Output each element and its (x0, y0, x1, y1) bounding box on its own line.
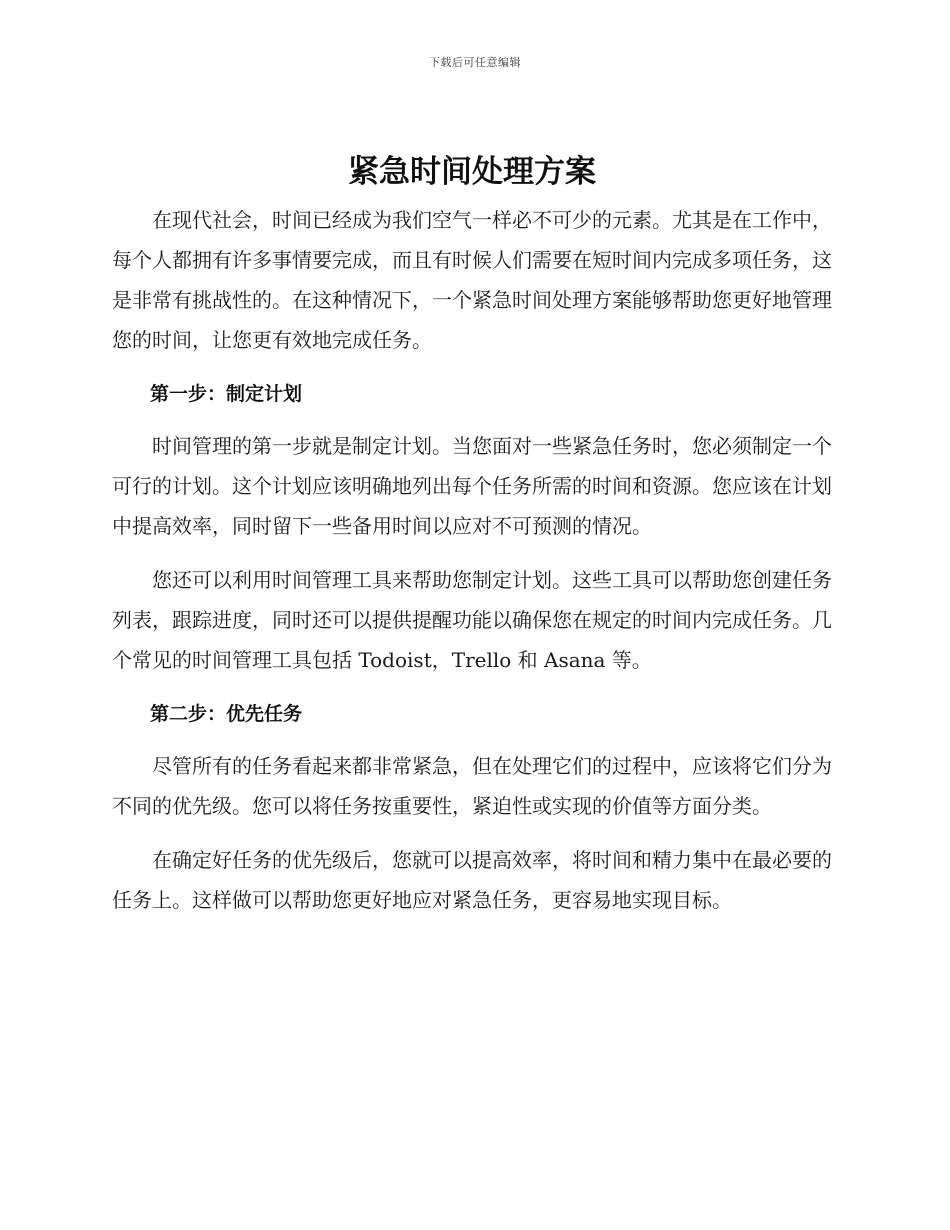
header-note: 下载后可任意编辑 (429, 56, 521, 69)
intro-paragraph: 在现代社会，时间已经成为我们空气一样必不可少的元素。尤其是在工作中，每个人都拥有许多事情要完成，而且有时候人们需要在短时间内完成多项任务，这是非常有挑战性的。在这种情况下，一个紧急时间处理方案能够帮助您更好地管理您的时间，让您更有效地完成任务。 (112, 208, 832, 352)
document-title: 紧急时间处理方案 (348, 154, 596, 190)
section-heading-step-2: 第二步：优先任务 (150, 703, 303, 725)
step-2-paragraph-1: 尽管所有的任务看起来都非常紧急，但在处理它们的过程中，应该将它们分为不同的优先级。您可以将任务按重要性，紧迫性或实现的价值等方面分类。 (112, 754, 832, 818)
step-2-paragraph-2: 在确定好任务的优先级后，您就可以提高效率，将时间和精力集中在最必要的任务上。这样做可以帮助您更好地应对紧急任务，更容易地实现目标。 (112, 848, 832, 912)
step-1-paragraph-2: 您还可以利用时间管理工具来帮助您制定计划。这些工具可以帮助您创建任务列表，跟踪进度，同时还可以提供提醒功能以确保您在规定的时间内完成任务。几个常见的时间管理工具包括 Todoist，Trello 和 Asana 等。 (112, 568, 832, 672)
section-heading-step-1: 第一步：制定计划 (150, 383, 303, 405)
document-body (112, 150, 832, 920)
step-1-paragraph-1: 时间管理的第一步就是制定计划。当您面对一些紧急任务时，您必须制定一个可行的计划。这个计划应该明确地列出每个任务所需的时间和资源。您应该在计划中提高效率，同时留下一些备用时间以应对不可预测的情况。 (112, 434, 832, 538)
